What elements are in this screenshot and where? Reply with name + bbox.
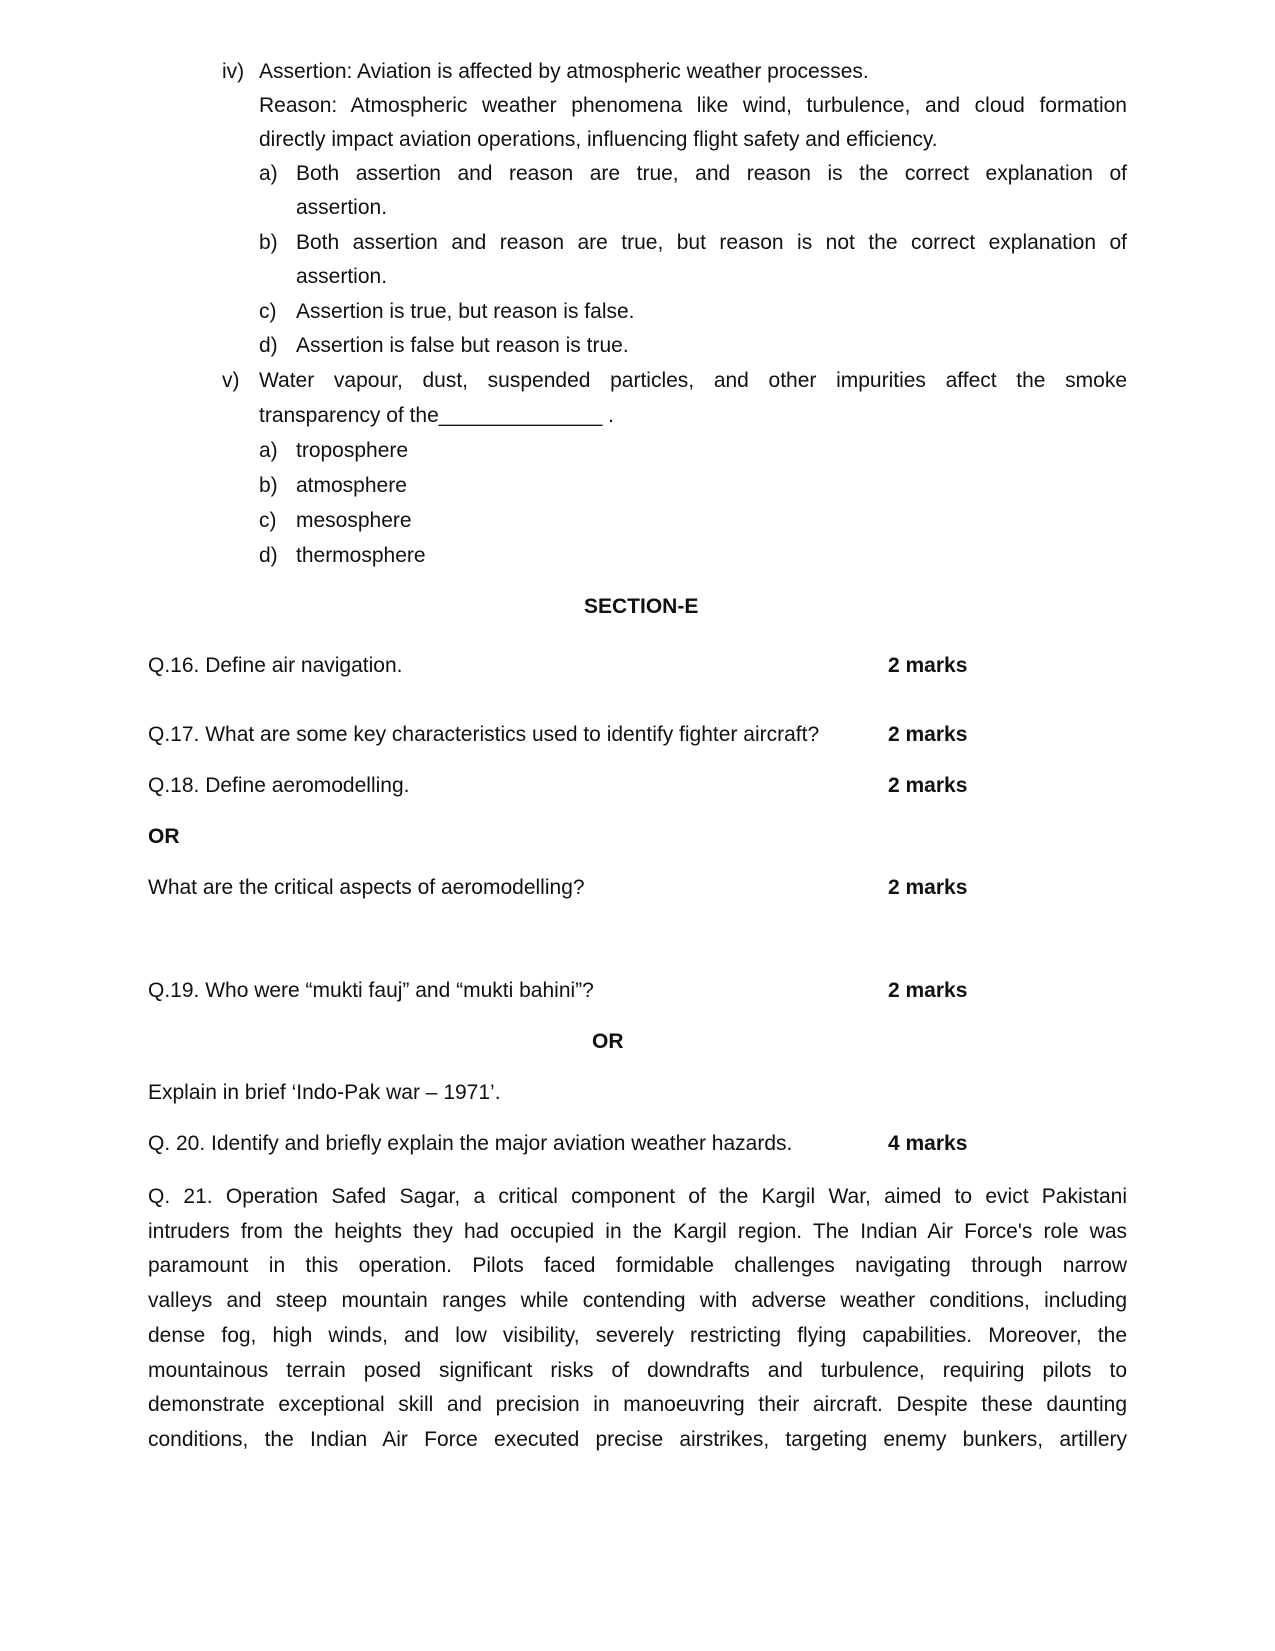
- question-20-text: Q. 20. Identify and briefly explain the major aviation weather hazards.: [148, 1132, 793, 1155]
- question-18-marks: 2 marks: [888, 774, 968, 797]
- question-17-text: Q.17. What are some key characteristics used to identify fighter aircraft?: [148, 723, 820, 746]
- question-v-label: v): [222, 369, 240, 392]
- question-21-line: conditions, the Indian Air Force executed precise airstrikes, targeting enemy bunkers, artillery: [148, 1427, 1127, 1451]
- question-21-line: paramount in this operation. Pilots faced formidable challenges navigating through narrow: [148, 1254, 1127, 1278]
- question-iv-reason-line-2: directly impact aviation operations, influencing flight safety and efficiency.: [259, 128, 938, 151]
- option-label: d): [259, 544, 278, 567]
- option-label: d): [259, 334, 278, 357]
- question-21-line: valleys and steep mountain ranges while contending with adverse weather conditions, including: [148, 1289, 1127, 1313]
- option-label: a): [259, 439, 278, 462]
- question-19-alt-text: Explain in brief ‘Indo-Pak war – 1971’.: [148, 1081, 501, 1104]
- question-19-marks: 2 marks: [888, 979, 968, 1002]
- section-heading: SECTION-E: [584, 595, 699, 618]
- question-18-alt-text: What are the critical aspects of aeromodelling?: [148, 876, 585, 899]
- question-16-marks: 2 marks: [888, 654, 968, 677]
- option-label: a): [259, 162, 278, 185]
- option-c-text: Assertion is true, but reason is false.: [296, 300, 635, 323]
- option-d-text: Assertion is false but reason is true.: [296, 334, 629, 357]
- question-16-text: Q.16. Define air navigation.: [148, 654, 403, 677]
- option-a-text: troposphere: [296, 439, 409, 462]
- question-iv-reason-line-1: Reason: Atmospheric weather phenomena like wind, turbulence, and cloud formation: [259, 94, 1127, 117]
- or-divider: OR: [592, 1030, 624, 1053]
- question-19-text: Q.19. Who were “mukti fauj” and “mukti bahini”?: [148, 979, 594, 1002]
- question-21-paragraph: [148, 1180, 1127, 1458]
- option-a-line-1: Both assertion and reason are true, and reason is the correct explanation of: [296, 162, 1127, 185]
- option-b-line-1: Both assertion and reason are true, but reason is not the correct explanation of: [296, 231, 1127, 254]
- question-iv-assertion: Assertion: Aviation is affected by atmospheric weather processes.: [259, 60, 869, 83]
- question-18-text: Q.18. Define aeromodelling.: [148, 774, 410, 797]
- or-divider: OR: [148, 825, 180, 848]
- question-iv-label: iv): [222, 60, 245, 83]
- option-b-text: atmosphere: [296, 474, 407, 497]
- option-label: b): [259, 231, 278, 254]
- option-c-text: mesosphere: [296, 509, 412, 532]
- question-21-line: intruders from the heights they had occupied in the Kargil region. The Indian Air Force's role was: [148, 1219, 1127, 1243]
- question-18-alt-marks: 2 marks: [888, 876, 968, 899]
- question-17-marks: 2 marks: [888, 723, 968, 746]
- question-21-line: Q. 21. Operation Safed Sagar, a critical component of the Kargil War, aimed to evict Pakistani: [148, 1185, 1127, 1208]
- question-v-line-2: transparency of the______________ .: [259, 404, 614, 427]
- option-label: c): [259, 300, 277, 323]
- option-label: c): [259, 509, 277, 532]
- question-20-marks: 4 marks: [888, 1132, 968, 1155]
- option-a-line-2: assertion.: [296, 196, 388, 219]
- option-label: b): [259, 474, 278, 497]
- option-d-text: thermosphere: [296, 544, 426, 567]
- question-21-line: mountainous terrain posed significant risks of downdrafts and turbulence, requiring pilots to: [148, 1358, 1127, 1382]
- question-v-line-1: Water vapour, dust, suspended particles, and other impurities affect the smoke: [259, 369, 1127, 392]
- option-b-line-2: assertion.: [296, 265, 388, 288]
- question-21-line: dense fog, high winds, and low visibility, severely restricting flying capabilities. Moreover, the: [148, 1323, 1127, 1347]
- question-21-line: demonstrate exceptional skill and precision in manoeuvring their aircraft. Despite these daunting: [148, 1393, 1127, 1417]
